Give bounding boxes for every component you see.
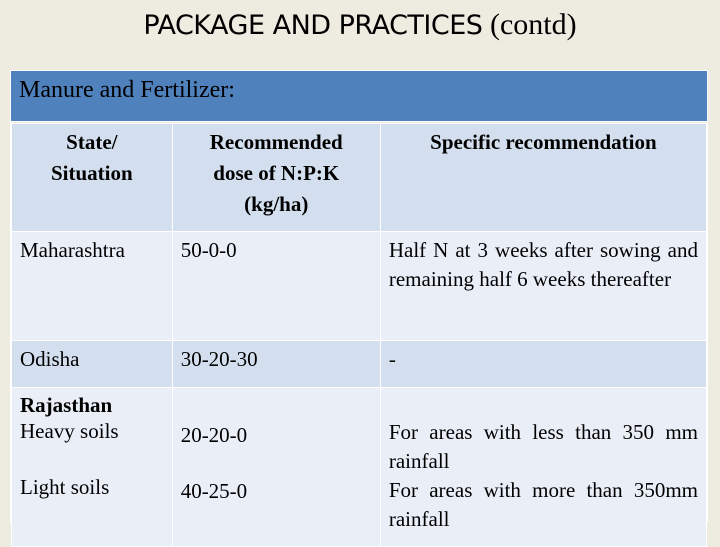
section-header-text: Manure and Fertilizer: xyxy=(19,77,235,103)
dose-light: 40-25-0 xyxy=(180,479,248,503)
state-rajasthan: Rajasthan xyxy=(20,393,113,417)
fertilizer-table xyxy=(11,123,707,547)
title-main: PACKAGE AND PRACTICES xyxy=(143,10,483,41)
table-header-row xyxy=(12,124,707,232)
dose-heavy: 20-20-0 xyxy=(180,423,248,447)
title-suffix: (contd) xyxy=(489,8,577,41)
fertilizer-table-frame xyxy=(10,70,708,531)
cell-dose: 30-20-30 xyxy=(172,341,380,388)
cell-dose xyxy=(172,388,380,547)
rec-heavy: For areas with less than 350 mm rainfall xyxy=(388,420,698,473)
cell-recommendation: Half N at 3 weeks after sowing and remaining half 6 weeks thereafter xyxy=(380,232,706,341)
column-header-dose-text: Recommended dose of N:P:K (kg/ha) xyxy=(209,130,343,216)
column-header-state xyxy=(12,124,173,232)
soil-heavy-label: Heavy soils xyxy=(20,419,119,443)
column-header-recommendation-text: Specific recommendation xyxy=(430,130,657,154)
cell-state: Odisha xyxy=(12,341,173,388)
cell-state: Maharashtra xyxy=(12,232,173,341)
soil-light-label: Light soils xyxy=(20,475,110,499)
table-row xyxy=(12,341,707,388)
column-header-dose xyxy=(172,124,380,232)
table-row xyxy=(12,388,707,547)
table-row xyxy=(12,232,707,341)
cell-dose: 50-0-0 xyxy=(172,232,380,341)
column-header-recommendation xyxy=(380,124,706,232)
column-header-state-text: State/ Situation xyxy=(50,130,133,185)
cell-state xyxy=(12,388,173,547)
page-title xyxy=(0,8,720,42)
rec-light: For areas with more than 350mm rainfall xyxy=(388,478,698,531)
section-header-bar xyxy=(11,71,707,122)
cell-recommendation xyxy=(380,388,706,547)
cell-recommendation: - xyxy=(380,341,706,388)
